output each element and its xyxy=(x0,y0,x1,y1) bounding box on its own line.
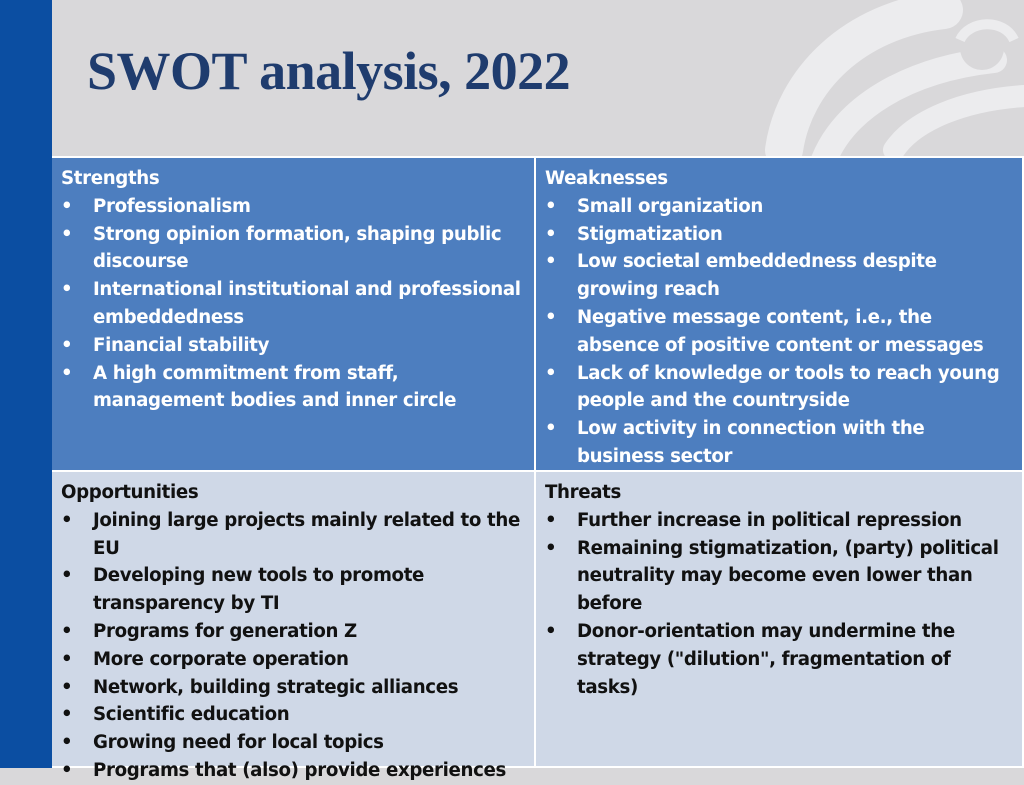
swot-grid xyxy=(52,156,1024,781)
threats-heading: Threats xyxy=(545,482,622,503)
list-item: • Remaining stigmatization, (party) political neutrality may become even lower than before xyxy=(545,535,1012,618)
list-item: • A high commitment from staff, management bodies and inner circle xyxy=(61,360,524,416)
list-item: • Low activity in connection with the business sector xyxy=(545,415,1012,471)
strengths-heading: Strengths xyxy=(61,168,160,189)
opportunities-heading: Opportunities xyxy=(61,482,199,503)
list-item: • International institutional and professional embeddedness xyxy=(61,276,524,332)
list-item: • Lack of knowledge or tools to reach young people and the countryside xyxy=(545,360,1012,416)
list-item: • Negative message content, i.e., the absence of positive content or messages xyxy=(545,304,1012,360)
weaknesses-cell xyxy=(536,156,1024,472)
ti-logo-mark-icon xyxy=(764,0,1024,160)
list-item: • More corporate operation xyxy=(61,646,524,674)
threats-list xyxy=(545,507,1012,702)
list-item: • Strong opinion formation, shaping public discourse xyxy=(61,221,524,277)
threats-cell xyxy=(536,472,1024,768)
list-item: • Professionalism xyxy=(61,193,524,221)
list-item: • Donor-orientation may undermine the strategy ("dilution", fragmentation of tasks) xyxy=(545,618,1012,701)
list-item: • Growing need for local topics xyxy=(61,729,524,757)
list-item: • Joining large projects mainly related to the EU xyxy=(61,507,524,563)
weaknesses-heading: Weaknesses xyxy=(545,168,668,189)
strengths-list xyxy=(61,193,524,415)
list-item: • Low societal embeddedness despite growing reach xyxy=(545,248,1012,304)
weaknesses-list xyxy=(545,193,1012,471)
list-item: • Network, building strategic alliances xyxy=(61,674,524,702)
strengths-cell xyxy=(52,156,536,472)
list-item: • Financial stability xyxy=(61,332,524,360)
list-item: • Programs that (also) provide experiences xyxy=(61,757,524,785)
opportunities-list xyxy=(61,507,524,785)
list-item: • Programs for generation Z xyxy=(61,618,524,646)
list-item: • Stigmatization xyxy=(545,221,1012,249)
list-item: • Developing new tools to promote transparency by TI xyxy=(61,562,524,618)
list-item: • Small organization xyxy=(545,193,1012,221)
list-item: • Further increase in political repression xyxy=(545,507,1012,535)
slide-title: SWOT analysis, 2022 xyxy=(87,41,571,101)
list-item: • Scientific education xyxy=(61,701,524,729)
opportunities-cell xyxy=(52,472,536,781)
left-accent-bar xyxy=(0,0,52,768)
